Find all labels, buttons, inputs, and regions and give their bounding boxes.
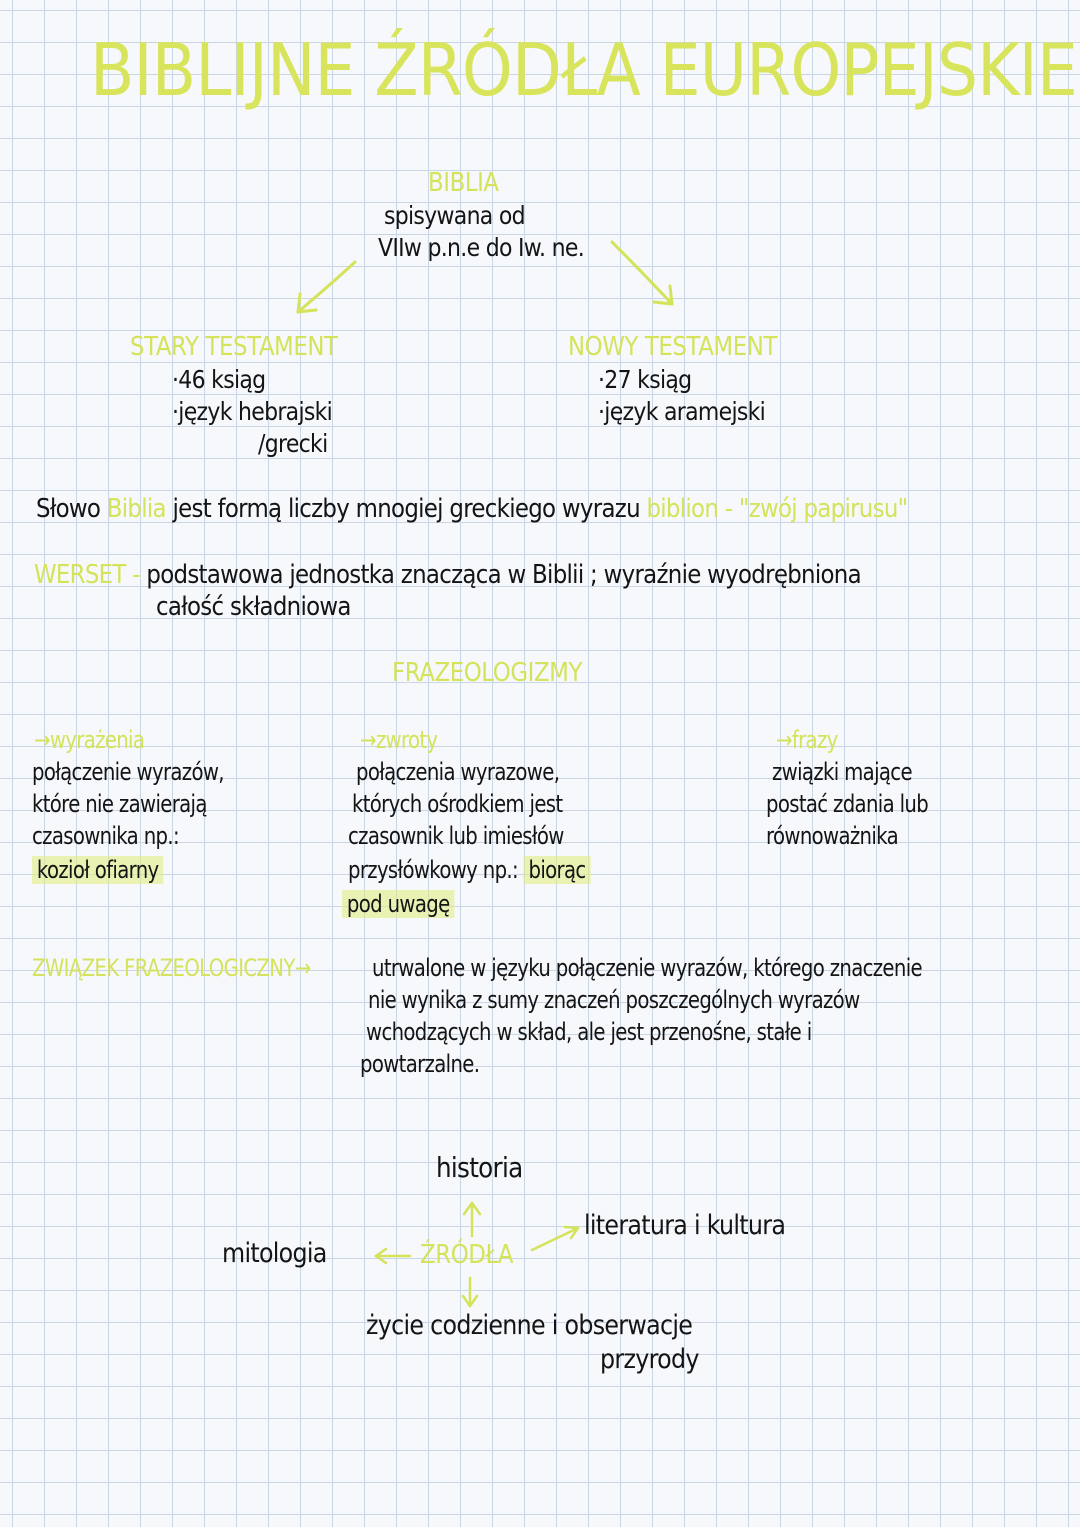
- arrow-to-mitologia: [376, 1249, 410, 1263]
- zwiazek-line4: powtarzalne.: [360, 1050, 480, 1078]
- wyrazenia-example: [32, 854, 163, 886]
- zwroty-line2: których ośrodkiem jest: [352, 790, 563, 818]
- zwroty-example1: biorąc: [524, 856, 591, 884]
- zwiazek-arrow: →: [294, 954, 311, 982]
- werset-dash: -: [125, 560, 147, 590]
- nowy-testament-item-language: ·język aramejski: [598, 397, 766, 426]
- stary-testament-heading: STARY TESTAMENT: [130, 332, 338, 362]
- werset-line2: całość składniowa: [156, 592, 351, 622]
- zrodla-center: ŹRÓDŁA: [420, 1240, 514, 1270]
- zwiazek-line1: utrwalone w języku połączenie wyrazów, którego znaczenie: [372, 954, 922, 982]
- zwroty-line3: czasownik lub imiesłów: [348, 822, 564, 850]
- arrow-to-literatura: [532, 1227, 578, 1250]
- zrodla-historia: historia: [436, 1151, 523, 1184]
- arrow-to-nowy-testament: [612, 242, 672, 304]
- zwiazek-line2: nie wynika z sumy znaczeń poszczególnych wyrazów: [368, 986, 860, 1014]
- wyrazenia-example-text: kozioł ofiarny: [32, 856, 163, 884]
- stary-testament-item-language2: /grecki: [258, 429, 328, 458]
- slowo-biblia-sentence: [36, 494, 907, 525]
- frazy-line2: postać zdania lub: [766, 790, 929, 818]
- frazy-line3: równoważnika: [766, 822, 898, 850]
- page-title: BIBLIJNE ŹRÓDŁA EUROPEJSKIE: [90, 28, 1077, 112]
- wyrazenia-line1: połączenie wyrazów,: [32, 758, 224, 786]
- werset-definition: [34, 560, 861, 591]
- arrow-to-stary-testament: [298, 262, 355, 312]
- nowy-testament-item-books: ·27 ksiąg: [598, 365, 692, 394]
- wyrazenia-line3: czasownika np.:: [32, 822, 179, 850]
- zwroty-example-line2: [342, 888, 454, 920]
- zwroty-label: →zwroty: [360, 726, 438, 754]
- frazy-label: →frazy: [776, 726, 838, 754]
- stary-testament-item-books: ·46 ksiąg: [172, 365, 266, 394]
- zwroty-line1: połączenia wyrazowe,: [356, 758, 560, 786]
- arrow-to-zycie-codzienne: [463, 1278, 477, 1306]
- werset-term: WERSET: [34, 560, 126, 590]
- biblia-line2: VIIw p.n.e do Iw. ne.: [378, 233, 585, 262]
- zrodla-mitologia: mitologia: [222, 1238, 327, 1269]
- slowo-word-biblia: Biblia: [106, 494, 166, 524]
- zwroty-line4: [348, 854, 590, 886]
- nowy-testament-heading: NOWY TESTAMENT: [568, 332, 777, 362]
- zrodla-literatura: literatura i kultura: [584, 1210, 786, 1241]
- slowo-middle: jest formą liczby mnogiej greckiego wyrazu: [165, 494, 647, 524]
- zwiazek-definition: [32, 952, 311, 984]
- frazy-line1: związki mające: [772, 758, 912, 786]
- slowo-greek-word: biblion - "zwój papirusu": [646, 494, 908, 524]
- zrodla-zycie-line1: życie codzienne i obserwacje: [366, 1310, 693, 1341]
- biblia-heading: BIBLIA: [428, 168, 499, 198]
- zwroty-example2: pod uwagę: [342, 890, 454, 918]
- biblia-line1: spisywana od: [384, 201, 525, 230]
- wyrazenia-label: →wyrażenia: [34, 726, 145, 754]
- frazeologizmy-heading: FRAZEOLOGIZMY: [392, 658, 583, 688]
- zwiazek-term: ZWIĄZEK FRAZEOLOGICZNY: [32, 954, 295, 982]
- werset-line1: podstawowa jednostka znacząca w Biblii ; wyraźnie wyodrębniona: [146, 560, 861, 590]
- stary-testament-item-language: ·język hebrajski: [172, 397, 333, 426]
- zwiazek-line3: wchodzących w skład, ale jest przenośne, stałe i: [366, 1018, 812, 1046]
- slowo-before: Słowo: [36, 494, 107, 524]
- zwroty-line4-text: przysłówkowy np.:: [348, 856, 518, 884]
- arrow-to-historia: [464, 1203, 480, 1236]
- wyrazenia-line2: które nie zawierają: [32, 790, 207, 818]
- zrodla-zycie-line2: przyrody: [600, 1344, 699, 1375]
